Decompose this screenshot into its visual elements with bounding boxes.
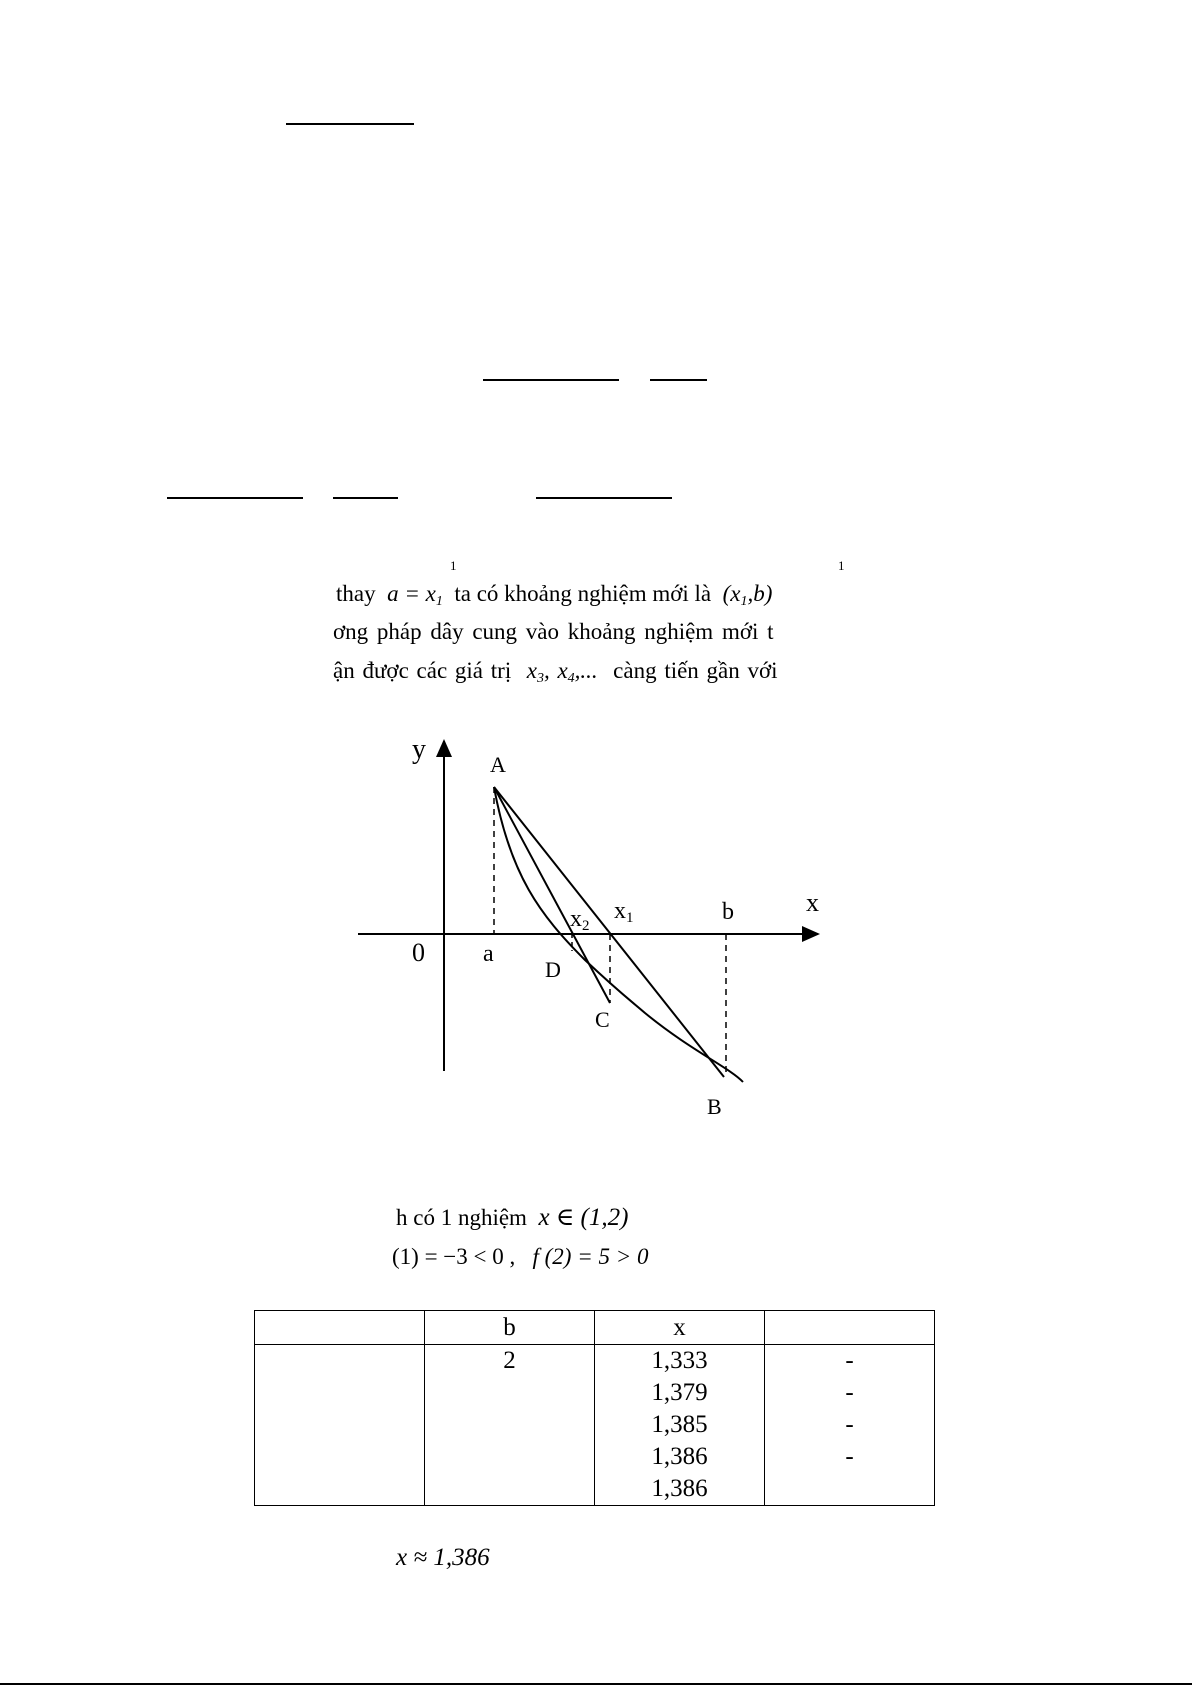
table-row xyxy=(255,1473,935,1506)
superscript-2: 1 xyxy=(838,558,845,573)
line1-interval: $(x_1,b)$ xyxy=(722,581,773,609)
table-header-row xyxy=(255,1311,935,1345)
line3-suffix: càng tiến gần với xyxy=(613,658,778,683)
table-cell: - xyxy=(765,1345,935,1378)
label-y: y xyxy=(412,734,426,765)
fraction-rule-5 xyxy=(536,497,672,499)
table-cell: - xyxy=(765,1409,935,1441)
line4-prefix: h có 1 nghiệm xyxy=(396,1205,527,1230)
table-cell: - xyxy=(765,1441,935,1473)
label-A: A xyxy=(490,752,506,777)
label-x2: x2 xyxy=(570,906,590,934)
table-cell: 1,386 xyxy=(595,1441,765,1473)
table-cell xyxy=(255,1441,425,1473)
table-row xyxy=(255,1345,935,1378)
table-cell xyxy=(425,1441,595,1473)
label-origin: 0 xyxy=(412,938,425,967)
table-row xyxy=(255,1377,935,1409)
superscript-1: 1 xyxy=(450,558,457,573)
table-cell xyxy=(255,1345,425,1378)
text-line-1 xyxy=(336,582,772,609)
line1-equation: $a = x_1$ xyxy=(387,581,443,609)
line3-sequence: $x_3$, $x_4$,... xyxy=(526,658,598,686)
top-rule xyxy=(286,123,414,125)
label-a: a xyxy=(483,941,494,967)
table-cell: 1,333 xyxy=(595,1345,765,1378)
table-cell xyxy=(425,1473,595,1506)
fraction-rule-2 xyxy=(650,379,707,381)
label-D: D xyxy=(545,957,561,982)
table-cell: 1,379 xyxy=(595,1377,765,1409)
line1-mid: ta có khoảng nghiệm mới là xyxy=(454,581,712,606)
table-cell xyxy=(255,1377,425,1409)
line5-right: f (2) = 5 > 0 xyxy=(532,1244,649,1269)
table-cell: 2 xyxy=(425,1345,595,1378)
table-cell: 1,385 xyxy=(595,1409,765,1441)
label-x1: x1 xyxy=(614,898,634,926)
text-line-3 xyxy=(333,659,778,686)
table-cell: - xyxy=(765,1377,935,1409)
table-header-cell xyxy=(255,1311,425,1345)
fraction-rule-4 xyxy=(333,497,398,499)
table-header-cell xyxy=(765,1311,935,1345)
table-header-cell: x xyxy=(595,1311,765,1345)
chord-ab xyxy=(494,787,724,1077)
table-cell xyxy=(425,1377,595,1409)
label-B: B xyxy=(707,1094,722,1119)
label-x: x xyxy=(806,888,819,917)
table-cell xyxy=(255,1473,425,1506)
line4-interval: x ∈ (1,2) xyxy=(538,1204,629,1231)
table-cell xyxy=(425,1409,595,1441)
line1-prefix: thay xyxy=(336,581,376,606)
table-cell xyxy=(765,1473,935,1506)
result-approximation: x ≈ 1,386 xyxy=(396,1544,490,1571)
text-line-5 xyxy=(392,1245,648,1268)
label-C: C xyxy=(595,1007,610,1032)
table-cell: 1,386 xyxy=(595,1473,765,1506)
label-b: b xyxy=(722,899,734,925)
fraction-rule-3 xyxy=(167,497,303,499)
fraction-rule-1 xyxy=(483,379,619,381)
table-header-cell: b xyxy=(425,1311,595,1345)
text-line-4 xyxy=(396,1205,628,1230)
iteration-table xyxy=(254,1310,935,1506)
line5-left: (1) = −3 < 0 , xyxy=(392,1244,516,1269)
text-line-2: ơng pháp dây cung vào khoảng nghiệm mới t xyxy=(333,619,774,644)
secant-method-diagram xyxy=(330,725,830,1125)
table-cell xyxy=(255,1409,425,1441)
table-row xyxy=(255,1409,935,1441)
table-row xyxy=(255,1441,935,1473)
line3-prefix: ận được các giá trị xyxy=(333,658,512,683)
